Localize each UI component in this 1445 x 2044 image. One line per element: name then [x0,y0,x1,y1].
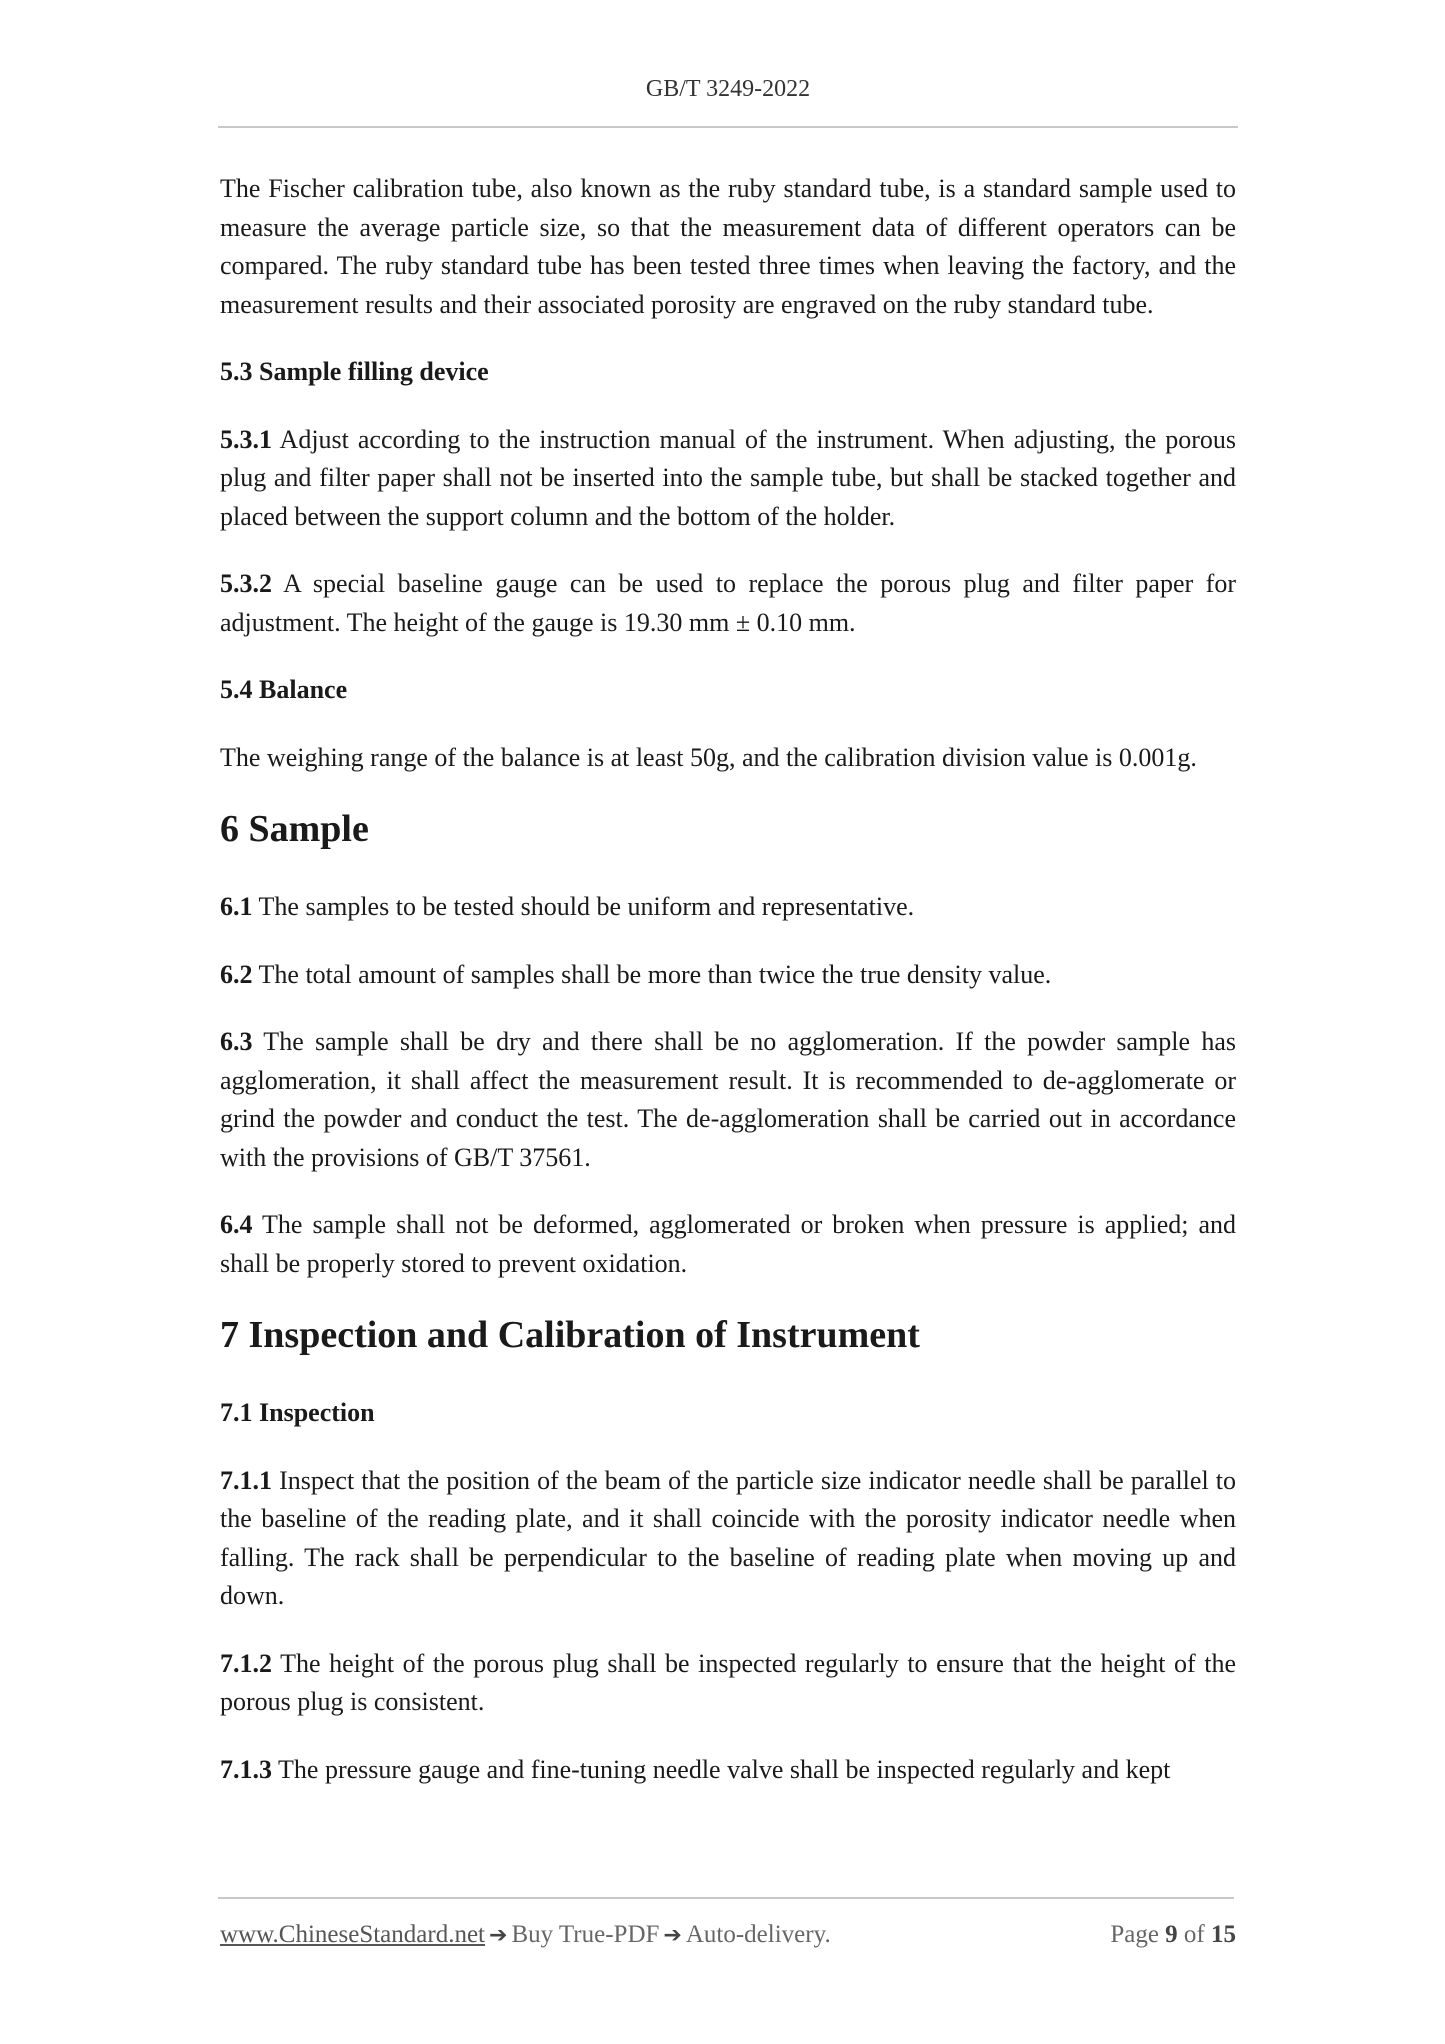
clause-text: The total amount of samples shall be more than twice the true density value. [252,959,1052,989]
header-divider [218,126,1238,128]
page-total: 15 [1211,1921,1236,1948]
clause-text: The pressure gauge and fine-tuning needle valve shall be inspected regularly and kept [272,1754,1171,1784]
clause-number: 7.1.2 [220,1648,272,1678]
clause-number: 6.1 [220,892,253,921]
clause-text: Adjust according to the instruction manual of the instrument. When adjusting, the porous plug and filter paper shall not be inserted into the sample tube, but shall be stacked together and placed between the support column and the bottom of the holder. [220,424,1236,531]
clause-text: A special baseline gauge can be used to replace the porous plug and filter paper for adjustment. The height of the gauge is 19.30 mm ± 0.10 mm. [220,569,1236,637]
clause-text: The samples to be tested should be uniform and representative. [252,892,915,921]
clause-5-3-1 [220,421,1236,537]
intro-paragraph: The Fischer calibration tube, also known as the ruby standard tube, is a standard sample used to measure the average particle size, so that the measurement data of different operators can be compared. The ruby standard tube has been tested three times when leaving the factory, and the measurement results and their associated porosity are engraved on the ruby standard tube. [220,174,1236,319]
page-header-code: GB/T 3249-2022 [645,76,811,102]
site-link[interactable]: www.ChineseStandard.net [220,1921,485,1948]
section-heading-7-1: 7.1 Inspection [220,1398,375,1427]
page-word: Page [1110,1921,1159,1948]
clause-5-3-2 [220,565,1236,642]
clause-5-4: The weighing range of the balance is at least 50g, and the calibration division value is 0.001g. [220,742,1197,772]
clause-7-1-2 [220,1645,1236,1722]
clause-number: 6.3 [220,1027,253,1056]
arrow-right-icon: ➔ [489,1923,508,1948]
clause-text: The height of the porous plug shall be inspected regularly to ensure that the height of the porous plug is consistent. [220,1648,1236,1716]
clause-text: The sample shall be dry and there shall be no agglomeration. If the powder sample has agglomeration, it shall affect the measurement result. It is recommended to de-agglomerate or grind the powder and conduct the test. The de-agglomeration shall be carried out in accordance with the provisions of GB/T 37561. [220,1027,1236,1172]
clause-number: 7.1.1 [220,1465,272,1495]
clause-number: 7.1.3 [220,1754,272,1784]
clause-number: 5.3.2 [220,569,272,598]
clause-7-1-3 [220,1751,1236,1790]
page-indicator [1110,1921,1236,1949]
buy-text: Buy True-PDF [511,1921,660,1948]
section-heading-5-4: 5.4 Balance [220,675,348,704]
page-body [220,170,1236,1818]
clause-text: Inspect that the position of the beam of the particle size indicator needle shall be parallel to the baseline of the reading plate, and it shall coincide with the porosity indicator needle when falling. The rack shall be perpendicular to the baseline of reading plate when moving up and down. [220,1465,1236,1610]
section-heading-5-3: 5.3 Sample filling device [220,357,489,386]
page-footer [220,1918,1236,1952]
clause-6-4 [220,1206,1236,1283]
delivery-text: Auto-delivery. [685,1921,831,1948]
chapter-heading-7: 7 Inspection and Calibration of Instrument [220,1314,920,1356]
clause-number: 5.3.1 [220,424,272,454]
of-word: of [1183,1921,1205,1948]
clause-number: 6.4 [220,1210,253,1239]
page-current: 9 [1165,1921,1178,1948]
clause-6-2 [220,956,1236,995]
clause-6-1 [220,888,1236,927]
clause-number: 6.2 [220,959,253,989]
clause-7-1-1 [220,1462,1236,1616]
clause-6-3 [220,1023,1236,1177]
clause-text: The sample shall not be deformed, agglomerated or broken when pressure is applied; and shall be properly stored to prevent oxidation. [220,1210,1236,1278]
footer-divider [218,1897,1234,1899]
chapter-heading-6: 6 Sample [220,808,369,850]
footer-promo [220,1921,831,1949]
arrow-right-icon: ➔ [663,1923,682,1948]
